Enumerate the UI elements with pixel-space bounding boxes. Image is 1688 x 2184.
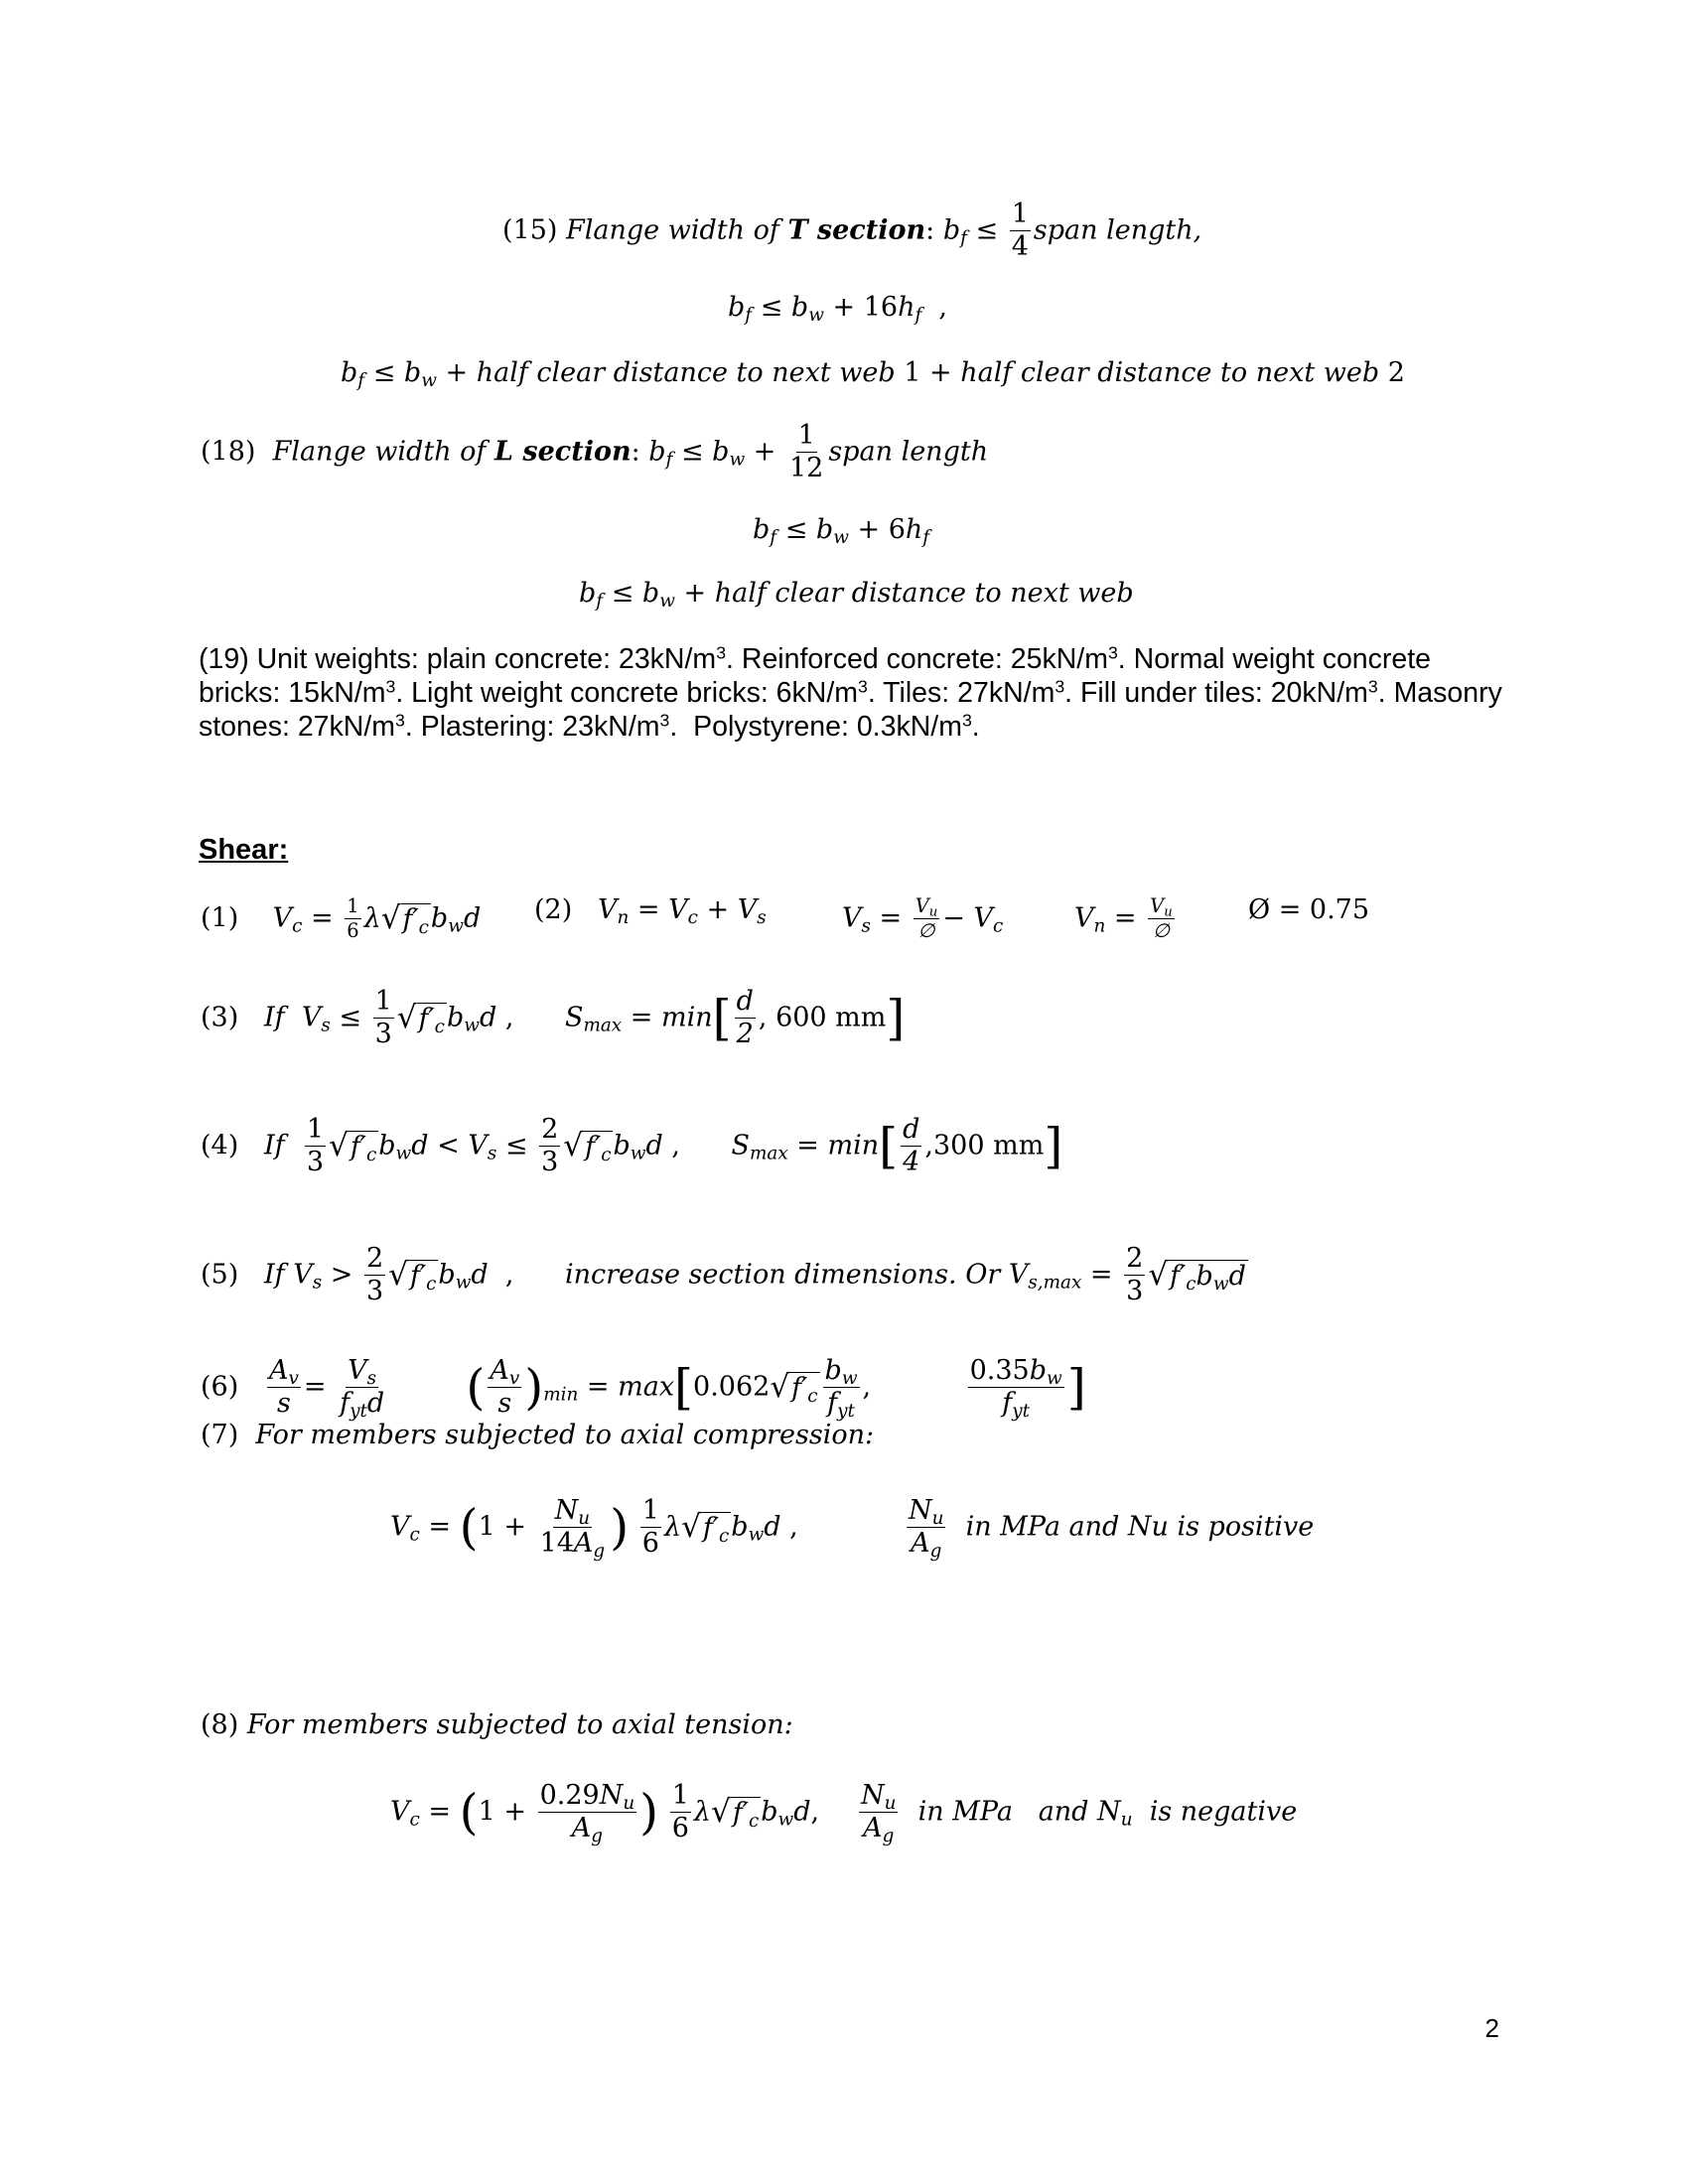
shear-eq-6: (6) $\frac{A_v}{s}$ = $V_s$ $f_{yt}d$ ( $\frac{A_v}{s}$ )$_{min} = \max[0.062√f'_c$ $b_w$ $f_{yt}$ , $0.35b_w$ $f_{yt}$ ] bbox=[201, 1355, 1086, 1423]
shear-eq-7-label: (7) For members subjected to axial compression: bbox=[201, 1420, 875, 1450]
eq-5-text: increase section dimensions. Or bbox=[564, 1259, 1001, 1291]
eq-15-line-1: (15) Flange width of T section: $b_f$ ≤ $\frac{1}{4}$ span length, bbox=[502, 199, 1202, 263]
eq-15-number: (15) bbox=[502, 214, 558, 246]
shear-eq-8: $V_c = (1$ + $\frac{0.29N_u}{A_g}$ ) $\frac{1}{6}$ $\lambda√f'_cb_wd$, bbox=[390, 1780, 820, 1847]
eq-15-half-clear-1: half clear distance to next web bbox=[476, 357, 896, 388]
eq-15-line-3: $b_f \le b_w$ + half clear distance to next web 1 + half clear distance to next web 2 bbox=[341, 357, 1405, 392]
shear-heading: Shear: bbox=[199, 834, 289, 866]
shear-eq-vs: $V_s$ = $V_u$ ∅ − $V_c$ bbox=[842, 894, 1004, 943]
shear-eq-2: (2) $V_n = V_c + V_s$ bbox=[534, 894, 767, 929]
shear-eq-1: (1) $V_c$ = $\frac{1}{6}$ $\lambda√f'_cb_wd$ bbox=[201, 894, 482, 943]
eq-15-label: Flange width of bbox=[566, 214, 779, 246]
shear-eq-5: (5) If $V_s$ > $\frac{2}{3}$ $√f'_cb_wd$ , increase section dimensions. Or $V_{s,max}$ = $\frac{2}{3}$ $√f'_cb_wd$ bbox=[201, 1243, 1246, 1307]
shear-eq-7-unit: $\frac{N_u}{A_g}$ in MPa and Nu is positive bbox=[909, 1495, 1315, 1563]
frac-quarter: $\frac{1}{4}$ bbox=[1011, 199, 1029, 263]
shear-eq-7: $V_c = (1$ + $\frac{N_u}{14A_g}$ ) $\frac{1}{6}$ $\lambda√f'_cb_wd$ , bbox=[390, 1495, 798, 1563]
frac-twelfth: $\frac{1}{12}$ bbox=[789, 420, 824, 484]
eq-18-tail: span length bbox=[828, 436, 989, 468]
eq-15-label-bold: T section bbox=[787, 214, 926, 246]
page-number: 2 bbox=[1484, 2013, 1499, 2043]
eq-18-line-2: $b_f \le b_w + 6h_f$ bbox=[753, 514, 930, 549]
eq-18-label: Flange width of bbox=[272, 436, 487, 468]
eq-15-half-clear-2: half clear distance to next web bbox=[960, 357, 1380, 388]
eq-18-number: (18) bbox=[201, 436, 256, 468]
eq-18-line-1: (18) Flange width of L section: $b_f \le b_w$ + $\frac{1}{12}$ span length bbox=[201, 420, 989, 484]
eq-18-half-clear: half clear distance to next web bbox=[714, 578, 1134, 609]
shear-eq-3: (3) If $V_s$ ≤ $\frac{1}{3}$ $√f'_cb_wd$ , $S_{max} = \min$[ $\frac{d}{2}$ , 600 mm] bbox=[201, 986, 906, 1050]
shear-eq-vn: $V_n$ = $V_u$ ∅ bbox=[1074, 894, 1173, 943]
eq-18-label-bold: L section bbox=[494, 436, 632, 468]
unit-weights-paragraph: (19) Unit weights: plain concrete: $23kN/m^3$. Reinforced concrete: $25kN/m^3$. Normal weight concrete bricks: $15kN/m^3$. Light weight concrete bricks: $6kN/m^3$. Tiles: $27kN/m^3$. Fill under tiles: $20kN/m^3$. Masonry stones: $27kN/m^3$. Plastering: $23kN/m^3$. Polystyrene: $0.3kN/m^3$. bbox=[199, 642, 1502, 743]
shear-phi: Ø = 0.75 bbox=[1248, 894, 1370, 925]
shear-eq-4: (4) If $\frac{1}{3}$ $√f'_cb_wd < V_s$ ≤ $\frac{2}{3}$ $√f'_cb_wd$ , $S_{max} = \min$[ $\frac{d}{4}$ ,300 mm] bbox=[201, 1114, 1063, 1178]
eq-15-tail: span length, bbox=[1033, 214, 1202, 246]
shear-eq-8-unit: $\frac{N_u}{A_g}$ in MPa and $N_u$ is negative bbox=[861, 1780, 1298, 1847]
eq-15-line-2: $b_f \le b_w + 16h_f$ , bbox=[728, 292, 948, 327]
shear-eq-8-label: (8) For members subjected to axial tension: bbox=[201, 1709, 793, 1740]
eq-18-line-3: $b_f \le b_w$ + half clear distance to next web bbox=[579, 578, 1134, 613]
